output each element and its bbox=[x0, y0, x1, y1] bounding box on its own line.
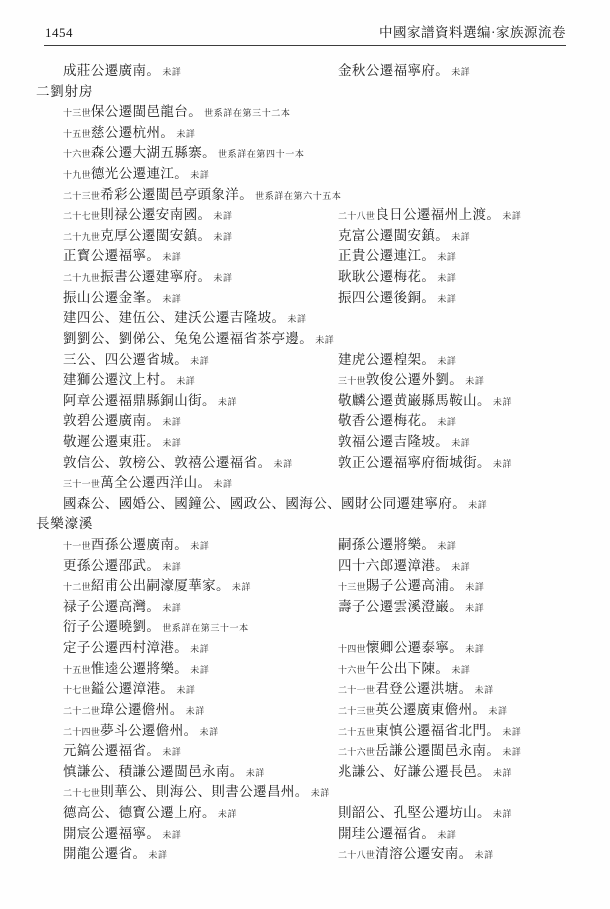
entry-text: 開宸公遷福寧。 bbox=[63, 825, 161, 841]
entry-text: 開龍公遷省。 bbox=[63, 846, 147, 862]
entry-note: 未詳 bbox=[437, 829, 457, 840]
entry-left-column bbox=[63, 782, 330, 804]
entry-note: 未詳 bbox=[502, 747, 522, 758]
entry-left-column bbox=[63, 803, 237, 825]
entry-note: 未詳 bbox=[190, 541, 210, 552]
entry-note: 未詳 bbox=[213, 479, 233, 490]
entry-right-column bbox=[338, 762, 512, 784]
entry-left-column bbox=[63, 494, 487, 516]
entry-text: 劉劉公、劉俤公、兔兔公遷福省茶亭邊。 bbox=[63, 330, 314, 346]
entry-row bbox=[36, 782, 581, 803]
generation-label: 十六世 bbox=[63, 149, 91, 160]
entry-note: 未詳 bbox=[190, 355, 210, 366]
entry-left-column bbox=[63, 432, 182, 454]
entry-note: 世系詳在第四十一本 bbox=[218, 149, 305, 160]
entry-note: 未詳 bbox=[437, 273, 457, 284]
entry-text: 四十六郎遷漳港。 bbox=[338, 557, 450, 573]
entry-note: 未詳 bbox=[451, 561, 471, 572]
entry-right-column bbox=[338, 246, 457, 268]
entry-text: 金秋公遷福寧府。 bbox=[338, 63, 450, 78]
generation-label: 二十三世 bbox=[338, 705, 376, 716]
entry-row bbox=[36, 391, 581, 412]
entry-text: 德高公、德寳公遷上府。 bbox=[63, 804, 216, 820]
entry-left-column bbox=[63, 556, 182, 578]
entry-row bbox=[36, 803, 581, 824]
entry-text: 建虎公遷楻架。 bbox=[338, 351, 436, 367]
entry-left-column bbox=[63, 473, 233, 495]
entry-text: 慎謙公、積謙公遷閩邑永南。 bbox=[63, 763, 244, 779]
entry-right-column bbox=[338, 288, 457, 310]
entry-text: 敬遲公遷東莊。 bbox=[63, 433, 161, 449]
generation-label: 十二世 bbox=[63, 582, 91, 593]
entry-left-column bbox=[63, 597, 182, 619]
entry-note: 未詳 bbox=[162, 829, 182, 840]
entry-right-column bbox=[338, 597, 484, 619]
entry-row bbox=[36, 844, 581, 865]
generation-label: 二十九世 bbox=[63, 273, 101, 284]
entry-left-column bbox=[63, 617, 249, 639]
entry-note: 未詳 bbox=[176, 685, 196, 696]
entry-left-column bbox=[63, 370, 195, 392]
entry-text: 正寳公遷福寧。 bbox=[63, 248, 161, 264]
entry-text: 振四公遷後銅。 bbox=[338, 289, 436, 305]
entry-text: 賜子公遷高浦。 bbox=[365, 578, 464, 594]
entry-note: 未詳 bbox=[176, 376, 196, 387]
generation-label: 二十一世 bbox=[338, 685, 376, 696]
page-header bbox=[45, 21, 566, 41]
generation-label: 二十二世 bbox=[63, 705, 101, 716]
page-number: 1454 bbox=[45, 25, 73, 40]
entry-row bbox=[36, 226, 581, 247]
entry-right-column bbox=[338, 576, 484, 598]
running-title: 中國家譜資料選编·家族源流卷 bbox=[379, 25, 566, 40]
entry-note: 未詳 bbox=[162, 561, 182, 572]
entry-text: 森公遷大湖五縣寨。 bbox=[90, 145, 217, 161]
generation-label: 十七世 bbox=[63, 685, 91, 696]
entry-right-column bbox=[338, 535, 457, 557]
entry-row bbox=[36, 721, 581, 742]
entry-right-column bbox=[338, 741, 522, 763]
entry-row bbox=[36, 61, 581, 82]
entry-note: 未詳 bbox=[231, 582, 252, 593]
entry-text: 建獅公遷汶上村。 bbox=[63, 372, 175, 388]
entry-note: 未詳 bbox=[315, 334, 335, 345]
entry-right-column bbox=[338, 267, 457, 289]
generation-label: 十四世 bbox=[338, 644, 366, 655]
entry-right-column bbox=[338, 205, 522, 227]
entry-row bbox=[36, 824, 581, 845]
generation-label: 二十三世 bbox=[63, 190, 101, 201]
entry-note: 未詳 bbox=[162, 293, 182, 304]
entry-note: 未詳 bbox=[502, 211, 522, 222]
section-heading: 二劉射房 bbox=[36, 83, 94, 99]
entry-left-column bbox=[63, 824, 182, 846]
entry-text: 禄子公遷高灣。 bbox=[63, 598, 161, 614]
entry-note: 未詳 bbox=[162, 252, 182, 263]
entry-text: 定子公遷西村漳港。 bbox=[63, 640, 189, 656]
entry-note: 世系詳在第三十一本 bbox=[162, 623, 249, 634]
entry-row bbox=[36, 576, 581, 597]
entry-right-column bbox=[338, 721, 522, 743]
generation-label: 二十八世 bbox=[338, 850, 376, 861]
entry-note: 未詳 bbox=[451, 67, 471, 77]
entry-left-column bbox=[63, 308, 307, 330]
generation-label: 十五世 bbox=[63, 664, 91, 675]
entry-note: 未詳 bbox=[287, 314, 307, 325]
entry-text: 嗣孫公遷將樂。 bbox=[338, 537, 436, 553]
entry-note: 未詳 bbox=[474, 685, 494, 696]
generation-label: 二十四世 bbox=[63, 726, 101, 737]
entry-left-column bbox=[63, 185, 342, 207]
entry-text: 克厚公遷閩安鎮。 bbox=[100, 227, 212, 243]
entry-left-column bbox=[63, 411, 182, 433]
entry-text: 振書公遷建寧府。 bbox=[100, 269, 212, 285]
entry-text: 午公出下陳。 bbox=[365, 660, 450, 676]
entry-right-column bbox=[338, 659, 471, 681]
entry-note: 世系詳在第六十五本 bbox=[255, 190, 342, 201]
entry-text: 岳謙公遷閩邑永南。 bbox=[375, 743, 501, 759]
entry-row bbox=[36, 597, 581, 618]
entry-note: 未詳 bbox=[437, 293, 457, 304]
entry-text: 酉孫公遷廣南。 bbox=[90, 537, 189, 553]
entry-row bbox=[36, 617, 581, 638]
entry-text: 建四公、建伍公、建沃公遷吉隆坡。 bbox=[63, 310, 286, 326]
section-heading: 長樂濠溪 bbox=[36, 516, 94, 532]
entry-left-column bbox=[63, 391, 237, 413]
entry-right-column bbox=[338, 370, 484, 392]
entry-text: 壽子公遷雲溪澄巌。 bbox=[338, 598, 464, 614]
entry-left-column bbox=[63, 844, 168, 866]
entry-text: 保公遷閩邑龍台。 bbox=[90, 104, 203, 120]
generation-label: 二十七世 bbox=[63, 211, 101, 222]
entry-left-column bbox=[63, 205, 233, 227]
entry-left-column bbox=[63, 226, 233, 248]
entry-left-column bbox=[63, 267, 233, 289]
entry-row bbox=[36, 329, 581, 350]
entry-row bbox=[36, 741, 581, 762]
entry-text: 慈公遷杭州。 bbox=[90, 124, 175, 140]
entry-note: 未詳 bbox=[451, 664, 471, 675]
generation-label: 二十七世 bbox=[63, 788, 101, 799]
entry-right-column bbox=[338, 824, 457, 846]
entry-row bbox=[36, 370, 581, 391]
entry-text: 成莊公遷廣南。 bbox=[63, 63, 161, 78]
entry-row bbox=[36, 659, 581, 680]
entry-right-column bbox=[338, 432, 470, 454]
entry-left-column bbox=[63, 453, 293, 475]
entry-text: 瑋公遷儋州。 bbox=[100, 701, 184, 717]
entry-note: 未詳 bbox=[488, 705, 508, 716]
generation-label: 二十六世 bbox=[338, 747, 376, 758]
entry-text: 阿章公遷福鼎縣銅山街。 bbox=[63, 392, 216, 408]
entry-row bbox=[36, 679, 581, 700]
entry-note: 未詳 bbox=[190, 664, 210, 675]
entry-text: 希彩公遷閩邑亭頭象洋。 bbox=[100, 186, 254, 202]
entry-left-column bbox=[63, 246, 182, 268]
entry-row bbox=[36, 350, 581, 371]
entry-right-column bbox=[338, 679, 494, 701]
entry-text: 元鎬公遷福省。 bbox=[63, 743, 161, 759]
entry-right-column bbox=[338, 453, 512, 475]
generation-label: 十三世 bbox=[338, 582, 366, 593]
generation-label: 二十九世 bbox=[63, 231, 101, 242]
entry-left-column bbox=[63, 329, 334, 351]
entry-note: 未詳 bbox=[162, 747, 182, 758]
entry-text: 良日公遷福州上渡。 bbox=[375, 207, 501, 223]
entry-text: 則韶公、孔堅公遷坊山。 bbox=[338, 804, 491, 820]
generation-label: 十九世 bbox=[63, 170, 91, 181]
entry-text: 敬香公遷梅花。 bbox=[338, 413, 436, 429]
entry-note: 未詳 bbox=[199, 726, 219, 737]
entry-text: 振山公遷金峯。 bbox=[63, 289, 161, 305]
entry-note: 未詳 bbox=[273, 458, 293, 469]
entry-text: 君登公遷洪塘。 bbox=[375, 681, 473, 697]
entry-text: 更孫公遷邵武。 bbox=[63, 557, 161, 573]
header-rule bbox=[44, 45, 566, 46]
entry-row bbox=[36, 143, 581, 164]
entry-left-column bbox=[63, 659, 209, 681]
entry-right-column bbox=[338, 638, 484, 660]
entry-note: 未詳 bbox=[437, 355, 457, 366]
entry-right-column bbox=[338, 391, 512, 413]
entry-right-column bbox=[338, 844, 494, 866]
entry-text: 清溶公遷安南。 bbox=[375, 846, 473, 862]
entry-note: 未詳 bbox=[162, 602, 182, 613]
generation-label: 二十八世 bbox=[338, 211, 376, 222]
entry-text: 夢斗公遷儋州。 bbox=[100, 722, 198, 738]
entry-row bbox=[36, 164, 581, 185]
entry-text: 鎰公遷漳港。 bbox=[90, 681, 175, 697]
entry-note: 未詳 bbox=[437, 541, 457, 552]
entry-note: 未詳 bbox=[474, 850, 494, 861]
entry-row bbox=[36, 123, 581, 144]
entry-note: 未詳 bbox=[310, 788, 330, 799]
entry-left-column bbox=[63, 700, 205, 722]
entry-note: 未詳 bbox=[162, 417, 182, 428]
page-body bbox=[36, 61, 581, 865]
entry-row bbox=[36, 205, 581, 226]
entry-left-column bbox=[63, 123, 196, 145]
entry-right-column bbox=[338, 226, 470, 248]
generation-label: 十三世 bbox=[63, 108, 91, 119]
entry-left-column bbox=[63, 741, 182, 763]
entry-note: 未詳 bbox=[492, 767, 513, 778]
entry-text: 惟逵公遷將樂。 bbox=[90, 660, 189, 676]
entry-left-column bbox=[63, 762, 265, 784]
entry-right-column bbox=[338, 556, 470, 578]
entry-left-column bbox=[63, 535, 209, 557]
entry-note: 未詳 bbox=[468, 499, 488, 510]
entry-left-column bbox=[63, 576, 251, 598]
entry-row bbox=[36, 288, 581, 309]
entry-note: 未詳 bbox=[162, 67, 182, 77]
entry-row bbox=[36, 411, 581, 432]
entry-left-column bbox=[63, 638, 209, 660]
entry-row bbox=[36, 473, 581, 494]
entry-note: 未詳 bbox=[162, 437, 182, 448]
entry-text: 則華公、則海公、則書公遷昌州。 bbox=[100, 784, 309, 800]
entry-text: 東慎公遷福省北門。 bbox=[375, 722, 501, 738]
entry-row bbox=[36, 556, 581, 577]
entry-note: 未詳 bbox=[492, 396, 513, 407]
entry-text: 開珪公遷福省。 bbox=[338, 825, 436, 841]
entry-text: 衍子公遷曉劉。 bbox=[63, 619, 161, 635]
entry-left-column bbox=[63, 61, 182, 83]
entry-note: 未詳 bbox=[492, 458, 513, 469]
entry-note: 未詳 bbox=[465, 376, 485, 387]
entry-row bbox=[36, 267, 581, 288]
generation-label: 十一世 bbox=[63, 541, 91, 552]
entry-text: 敦信公、敦榜公、敦禧公遷福省。 bbox=[63, 454, 272, 470]
entry-note: 未詳 bbox=[465, 644, 485, 655]
entry-text: 敦俊公遷外劉。 bbox=[365, 372, 464, 388]
entry-right-column bbox=[338, 61, 470, 83]
generation-label: 十六世 bbox=[338, 664, 366, 675]
entry-row bbox=[36, 638, 581, 659]
entry-row bbox=[36, 762, 581, 783]
entry-left-column bbox=[63, 350, 209, 372]
entry-text: 國森公、國婚公、國鐘公、國政公、國海公、國財公同遷建寧府。 bbox=[63, 495, 467, 511]
entry-row bbox=[36, 102, 581, 123]
entry-note: 未詳 bbox=[190, 170, 210, 181]
entry-left-column bbox=[63, 721, 219, 743]
generation-label: 十五世 bbox=[63, 128, 91, 139]
entry-note: 未詳 bbox=[451, 437, 471, 448]
entry-note: 未詳 bbox=[217, 808, 238, 819]
entry-note: 未詳 bbox=[176, 128, 196, 139]
entry-note: 未詳 bbox=[185, 705, 205, 716]
entry-right-column bbox=[338, 803, 512, 825]
entry-row bbox=[36, 308, 581, 329]
entry-note: 未詳 bbox=[213, 231, 233, 242]
entry-note: 未詳 bbox=[502, 726, 522, 737]
entry-note: 未詳 bbox=[437, 252, 457, 263]
entry-row bbox=[36, 535, 581, 556]
entry-row bbox=[36, 453, 581, 474]
entry-note: 未詳 bbox=[217, 396, 238, 407]
entry-text: 敬麟公遷黄巌縣馬鞍山。 bbox=[338, 392, 491, 408]
entry-note: 未詳 bbox=[148, 850, 168, 861]
entry-note: 未詳 bbox=[492, 808, 513, 819]
entry-note: 未詳 bbox=[213, 273, 233, 284]
entry-row bbox=[36, 432, 581, 453]
entry-left-column bbox=[63, 288, 182, 310]
entry-text: 敦正公遷福寧府衙城街。 bbox=[338, 454, 491, 470]
entry-text: 敦碧公遷廣南。 bbox=[63, 413, 161, 429]
entry-text: 懷卿公遷泰寧。 bbox=[365, 640, 464, 656]
entry-text: 正貴公遷連江。 bbox=[338, 248, 436, 264]
generation-label: 二十五世 bbox=[338, 726, 376, 737]
generation-label: 三十世 bbox=[338, 376, 366, 387]
entry-text: 克富公遷閩安鎮。 bbox=[338, 227, 450, 243]
entry-note: 未詳 bbox=[451, 231, 471, 242]
entry-text: 耿耿公遷梅花。 bbox=[338, 269, 436, 285]
entry-right-column bbox=[338, 411, 457, 433]
entry-text: 三公、四公遷省城。 bbox=[63, 351, 189, 367]
entry-note: 未詳 bbox=[465, 582, 485, 593]
entry-row bbox=[36, 700, 581, 721]
entry-left-column bbox=[63, 102, 291, 124]
entry-text: 敦福公遷吉隆坡。 bbox=[338, 433, 450, 449]
entry-note: 未詳 bbox=[213, 211, 233, 222]
generation-label: 三十一世 bbox=[63, 479, 101, 490]
entry-right-column bbox=[338, 350, 457, 372]
entry-row bbox=[36, 185, 581, 206]
entry-left-column bbox=[63, 164, 209, 186]
entry-left-column bbox=[63, 143, 304, 165]
entry-text: 則禄公遷安南國。 bbox=[100, 207, 212, 223]
entry-note: 未詳 bbox=[245, 767, 265, 778]
entry-text: 紹甫公出嗣濠厦華家。 bbox=[90, 578, 230, 594]
entry-text: 兆謙公、好謙公遷長邑。 bbox=[338, 763, 491, 779]
entry-left-column bbox=[63, 679, 196, 701]
entry-row bbox=[36, 246, 581, 267]
entry-text: 英公遷廣東儋州。 bbox=[375, 701, 487, 717]
entry-note: 未詳 bbox=[190, 644, 210, 655]
entry-note: 未詳 bbox=[465, 602, 485, 613]
entry-right-column bbox=[338, 700, 508, 722]
entry-note: 未詳 bbox=[437, 417, 457, 428]
entry-row bbox=[36, 494, 581, 515]
entry-text: 德光公遷連江。 bbox=[90, 166, 189, 182]
entry-note: 世系詳在第三十二本 bbox=[204, 108, 291, 119]
entry-text: 萬全公遷西洋山。 bbox=[100, 475, 212, 491]
